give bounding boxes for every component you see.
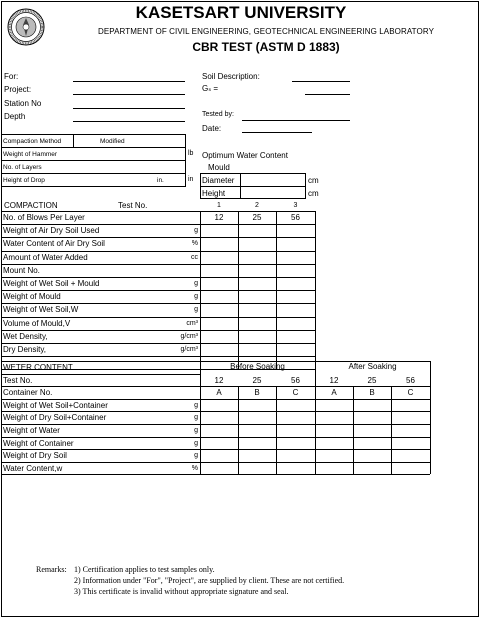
wc-cell[interactable] (354, 450, 390, 460)
weight-hammer-unit: lb (188, 150, 194, 157)
compaction-row-unit: g/cm³ (180, 333, 198, 340)
wc-container-id: B (254, 388, 260, 397)
wc-test-number: 25 (252, 376, 262, 385)
department-name: DEPARTMENT OF CIVIL ENGINEERING, GEOTECHNICAL ENGINEERING LABORATORY (97, 27, 435, 36)
water-content-title: WETER CONTENT (3, 363, 73, 372)
compaction-cell[interactable] (276, 305, 315, 314)
wc-cell[interactable] (239, 450, 275, 460)
compaction-cell[interactable] (276, 266, 315, 275)
gs-label: Gₛ = (202, 84, 219, 93)
omc-label: Optimum Water Content (202, 151, 288, 160)
height-drop-label: Height of Drop (3, 177, 45, 184)
wc-row-label: Weight of Wet Soil+Container (3, 401, 108, 410)
wc-cell[interactable] (277, 438, 314, 448)
wc-row-label: Weight of Dry Soil+Container (3, 413, 107, 422)
compaction-cell[interactable] (238, 332, 276, 341)
wc-cell[interactable] (392, 400, 429, 410)
remark-item-2: 2) Information under "For", "Project", are supplied by client. These are not certified. (74, 576, 345, 585)
compaction-cell[interactable] (200, 292, 238, 301)
compaction-title: COMPACTION (4, 201, 58, 210)
wc-row-unit: g (194, 427, 198, 434)
compaction-cell[interactable]: 12 (214, 213, 224, 222)
project-label: Project: (4, 85, 32, 94)
tested-by-field[interactable] (242, 120, 350, 121)
compaction-row-unit: g (194, 293, 198, 300)
remark-item-3: 3) This certificate is invalid without appropriate signature and seal. (74, 587, 289, 596)
wc-cell[interactable] (201, 400, 237, 410)
compaction-cell[interactable] (276, 319, 315, 328)
compaction-cell[interactable] (200, 226, 238, 235)
compaction-row-label: Dry Density, (3, 345, 46, 354)
compaction-row-unit: cm³ (186, 320, 198, 327)
compaction-row-label: Water Content of Air Dry Soil (3, 239, 105, 248)
for-label: For: (4, 72, 19, 81)
height-unit: cm (308, 189, 319, 198)
compaction-row-label: Weight of Mould (3, 292, 61, 301)
wc-test-number: 12 (214, 376, 224, 385)
date-field[interactable] (242, 132, 312, 133)
compaction-cell[interactable] (238, 345, 276, 354)
wc-cell[interactable] (392, 425, 429, 435)
compaction-cell[interactable] (238, 266, 276, 275)
compaction-row-label: Volume of Mould,V (3, 319, 71, 328)
diameter-unit: cm (308, 176, 319, 185)
wc-cell[interactable] (354, 425, 390, 435)
wc-cell[interactable] (392, 450, 429, 460)
wc-cell[interactable] (354, 400, 390, 410)
wc-cell[interactable] (392, 412, 429, 422)
compaction-row-unit: g/cm³ (180, 346, 198, 353)
compaction-cell[interactable] (276, 332, 315, 341)
compaction-test-number: 2 (255, 202, 259, 209)
wc-test-number: 25 (367, 376, 377, 385)
wc-row-label: Weight of Dry Soil (3, 451, 67, 460)
compaction-cell[interactable] (238, 319, 276, 328)
wc-cell[interactable] (354, 438, 390, 448)
wc-cell[interactable] (316, 412, 352, 422)
university-name: KASETSART UNIVERSITY (135, 3, 347, 22)
compaction-test-no-label: Test No. (118, 201, 148, 210)
test-title: CBR TEST (ASTM D 1883) (192, 40, 340, 54)
for-field[interactable] (73, 81, 185, 82)
wc-cell[interactable] (201, 450, 237, 460)
wc-cell[interactable] (316, 450, 352, 460)
wc-cell[interactable] (392, 463, 429, 473)
compaction-cell[interactable] (276, 226, 315, 235)
compaction-method-label: Compaction Method (3, 138, 62, 145)
compaction-cell[interactable] (276, 239, 315, 248)
wc-row-unit: g (194, 440, 198, 447)
wc-row-unit: g (194, 402, 198, 409)
wc-cell[interactable] (239, 400, 275, 410)
compaction-cell[interactable] (200, 305, 238, 314)
wc-container-id: A (331, 388, 337, 397)
compaction-cell[interactable] (200, 266, 238, 275)
wc-container-id: A (216, 388, 222, 397)
compaction-row-unit: cc (191, 254, 198, 261)
compaction-cell[interactable] (200, 253, 238, 262)
depth-field[interactable] (73, 121, 185, 122)
wc-cell[interactable] (277, 400, 314, 410)
compaction-cell[interactable] (238, 279, 276, 288)
wc-container-id: C (292, 388, 299, 397)
compaction-row-label: Weight of Wet Soil,W (3, 305, 79, 314)
wc-cell[interactable] (277, 412, 314, 422)
no-layers-label: No. of Layers (3, 164, 42, 171)
wc-container-id: C (407, 388, 414, 397)
wc-cell[interactable] (239, 463, 275, 473)
compaction-row-unit: g (194, 306, 198, 313)
wc-row-label: Water Content,w (3, 464, 63, 473)
compaction-test-number: 3 (293, 202, 298, 209)
compaction-row-unit: % (191, 240, 198, 247)
soil-description-label: Soil Description: (202, 72, 260, 81)
station-field[interactable] (73, 108, 185, 109)
compaction-cell[interactable] (276, 279, 315, 288)
remark-item-1: 1) Certification applies to test samples only. (74, 565, 215, 574)
after-soaking-label: After Soaking (348, 362, 397, 371)
compaction-row-label: Weight of Wet Soil + Mould (3, 279, 100, 288)
wc-test-number: 56 (291, 376, 300, 385)
wc-container-no-label: Container No. (3, 388, 53, 397)
remarks-label: Remarks: (36, 565, 67, 574)
wc-cell[interactable] (277, 463, 314, 473)
wc-cell[interactable] (201, 412, 237, 422)
compaction-cell[interactable] (200, 319, 238, 328)
compaction-cell[interactable]: 25 (252, 213, 262, 222)
project-field[interactable] (73, 94, 185, 95)
wc-cell[interactable] (316, 463, 352, 473)
wc-cell[interactable] (392, 438, 429, 448)
compaction-method-value: Modified (100, 138, 125, 145)
wc-test-number: 12 (329, 376, 339, 385)
wc-cell[interactable] (277, 425, 314, 435)
wc-cell[interactable] (277, 450, 314, 460)
wc-row-unit: % (191, 465, 198, 472)
compaction-row-label: Mount No. (3, 266, 40, 275)
station-label: Station No (4, 99, 42, 108)
mould-label: Mould (208, 163, 230, 172)
wc-cell[interactable] (239, 425, 275, 435)
compaction-cell[interactable] (276, 253, 315, 262)
wc-test-number: 56 (406, 376, 415, 385)
wc-cell[interactable] (201, 425, 237, 435)
depth-label: Depth (4, 112, 26, 121)
wc-cell[interactable] (201, 463, 237, 473)
weight-hammer-label: Weight of Hammer (3, 151, 58, 158)
compaction-cell[interactable]: 56 (291, 213, 300, 222)
wc-row-label: Weight of Container (3, 439, 74, 448)
before-soaking-label: Before Soaking (230, 362, 285, 371)
wc-row-label: Weight of Water (3, 426, 60, 435)
height-drop-unit-in: in. (157, 177, 164, 184)
compaction-cell[interactable] (200, 279, 238, 288)
compaction-row-label: Weight of Air Dry Soil Used (3, 226, 100, 235)
compaction-row-label: Amount of Water Added (3, 253, 88, 262)
wc-test-no-label: Test No. (3, 376, 33, 385)
height-label: Height (202, 189, 226, 198)
compaction-row-unit: g (194, 280, 198, 287)
tested-by-label: Tested by: (202, 111, 234, 118)
height-drop-unit: in (188, 176, 194, 183)
compaction-row-label: Wet Density, (3, 332, 48, 341)
compaction-test-number: 1 (217, 202, 221, 209)
compaction-cell[interactable] (200, 345, 238, 354)
wc-cell[interactable] (239, 438, 275, 448)
gs-field[interactable] (305, 94, 350, 95)
compaction-cell[interactable] (238, 239, 276, 248)
wc-container-id: B (369, 388, 375, 397)
compaction-cell[interactable] (238, 253, 276, 262)
wc-row-unit: g (194, 414, 198, 421)
wc-cell[interactable] (316, 438, 352, 448)
compaction-cell[interactable] (238, 226, 276, 235)
wc-cell[interactable] (354, 463, 390, 473)
wc-cell[interactable] (239, 412, 275, 422)
compaction-row-unit: g (194, 227, 198, 234)
wc-cell[interactable] (354, 412, 390, 422)
compaction-cell[interactable] (200, 332, 238, 341)
soil-description-field[interactable] (292, 81, 350, 82)
wc-cell[interactable] (316, 425, 352, 435)
compaction-cell[interactable] (276, 345, 315, 354)
date-label: Date: (202, 124, 222, 133)
wc-row-unit: g (194, 452, 198, 459)
wc-cell[interactable] (201, 438, 237, 448)
compaction-cell[interactable] (276, 292, 315, 301)
compaction-row-label: No. of Blows Per Layer (3, 213, 85, 222)
compaction-cell[interactable] (200, 239, 238, 248)
diameter-label: Diameter (202, 176, 235, 185)
compaction-cell[interactable] (238, 292, 276, 301)
wc-cell[interactable] (316, 400, 352, 410)
compaction-cell[interactable] (238, 305, 276, 314)
